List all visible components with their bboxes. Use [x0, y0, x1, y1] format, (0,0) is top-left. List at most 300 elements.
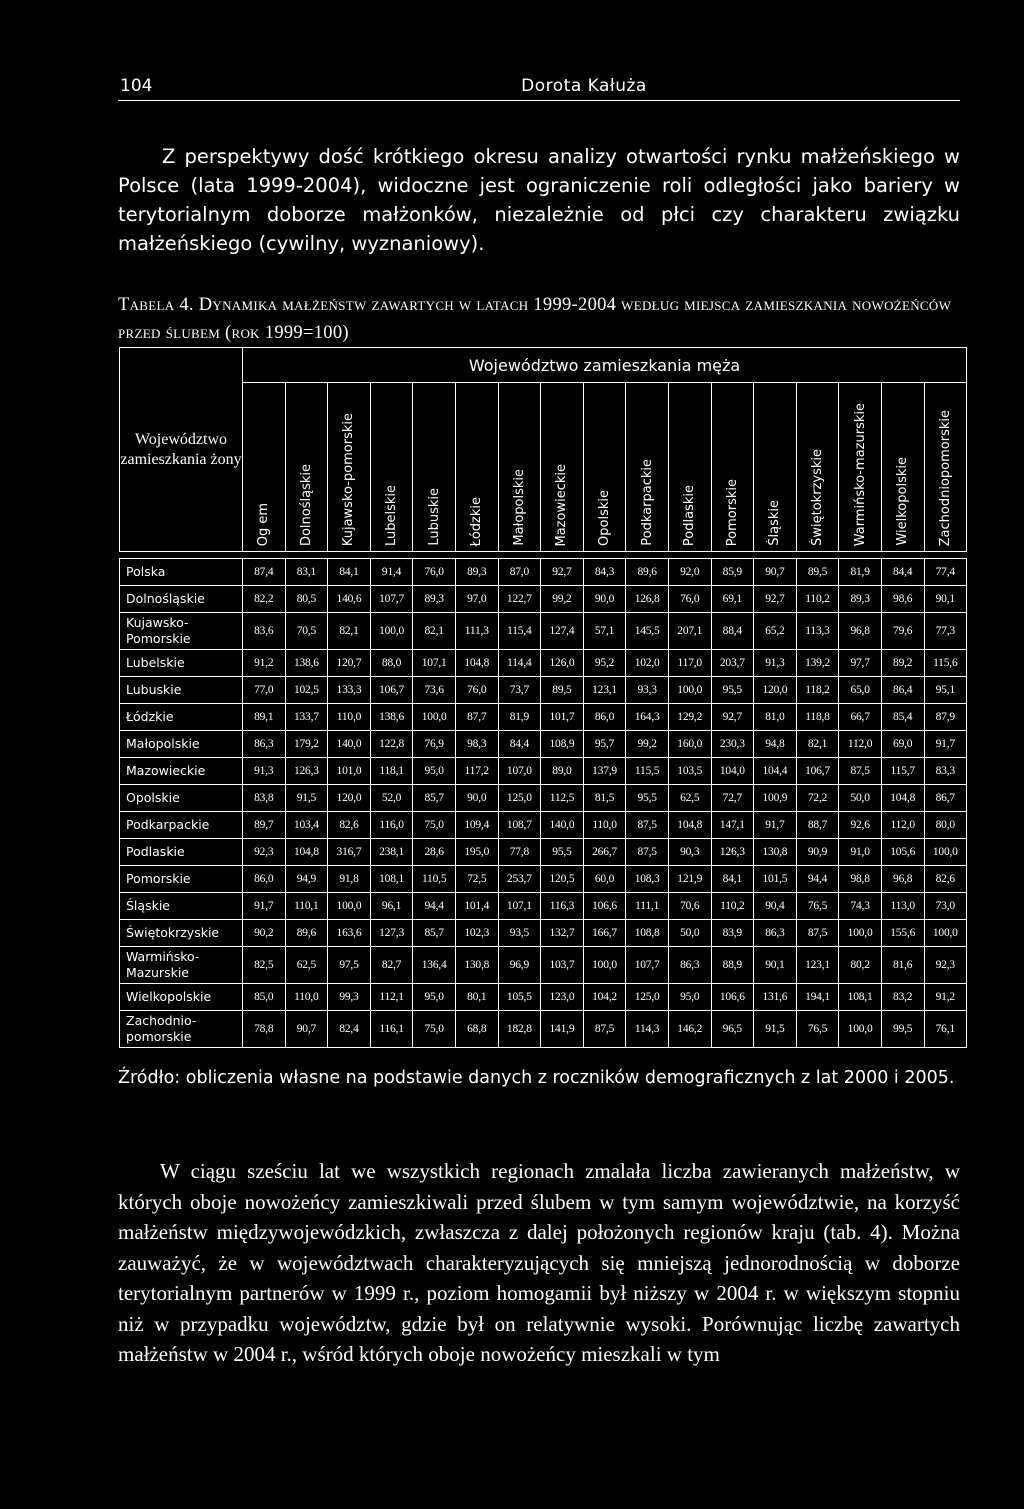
table-cell: 100,0 [328, 893, 371, 920]
table-cell: 115,7 [881, 758, 924, 785]
table-cell: 90,0 [455, 785, 498, 812]
table-cell: 108,3 [626, 866, 669, 893]
table-cell: 107,1 [413, 650, 456, 677]
table-cell: 87,5 [839, 758, 882, 785]
table-cell: 113,3 [796, 613, 839, 650]
row-label: Kujawsko-Pomorskie [120, 613, 243, 650]
table-cell: 81,0 [754, 704, 797, 731]
table-cell: 91,3 [243, 758, 286, 785]
table-cell: 90,3 [668, 839, 711, 866]
table-cell: 89,3 [413, 586, 456, 613]
table-cell: 89,6 [285, 920, 328, 947]
table-cell: 90,1 [754, 947, 797, 984]
table-cell: 160,0 [668, 731, 711, 758]
table-cell: 100,0 [583, 947, 626, 984]
table-cell: 98,6 [881, 586, 924, 613]
table-cell: 52,0 [370, 785, 413, 812]
table-cell: 112,1 [370, 984, 413, 1011]
table-cell: 123,1 [583, 677, 626, 704]
body-paragraph: W ciągu sześciu lat we wszystkich regionach zmalała liczba zawieranych małżeństw, w których oboje nowożeńcy zamieszkiwali przed ślubem w tym samym województwie, na korzyść małżeństw międzywojewódzkich, zwłaszcza z dalej położonych regionów kraju (tab. 4). Można zauważyć, że w województwach charakteryzujących się mniejszą jednorodnością w doborze terytorialnym partnerów w 1999 r., poziom homogamii był niższy w 2004 r. w większym stopniu niż w przypadku województw, gdzie był on relatywnie wysoki. Porównując liczbę zawartych małżeństw w 2004 r., wśród których oboje nowożeńcy mieszkali w tym [118, 1159, 960, 1366]
table-cell: 88,9 [711, 947, 754, 984]
table-cell: 94,4 [796, 866, 839, 893]
table-cell: 82,2 [243, 586, 286, 613]
table-cell: 92,0 [668, 559, 711, 586]
table-cell: 80,0 [924, 812, 967, 839]
table-cell: 102,0 [626, 650, 669, 677]
table-cell: 62,5 [668, 785, 711, 812]
column-header-label: Podlaskie [682, 484, 698, 546]
row-label: Pomorskie [120, 866, 243, 893]
table-row [120, 812, 967, 839]
table-cell: 80,2 [839, 947, 882, 984]
table-cell: 108,8 [626, 920, 669, 947]
table-cell: 92,6 [839, 812, 882, 839]
table-cell: 87,5 [583, 1011, 626, 1048]
table-row [120, 866, 967, 893]
table-cell: 68,8 [455, 1011, 498, 1048]
column-header [668, 383, 711, 552]
column-header [796, 383, 839, 552]
table-cell: 65,0 [839, 677, 882, 704]
table-cell: 110,2 [796, 586, 839, 613]
table-cell: 114,3 [626, 1011, 669, 1048]
column-header [370, 383, 413, 552]
table-cell: 132,7 [541, 920, 584, 947]
table-cell: 141,9 [541, 1011, 584, 1048]
table-cell: 100,0 [924, 920, 967, 947]
table-cell: 83,9 [711, 920, 754, 947]
table-cell: 96,1 [370, 893, 413, 920]
table-cell: 127,4 [541, 613, 584, 650]
row-label: Mazowieckie [120, 758, 243, 785]
table-cell: 77,3 [924, 613, 967, 650]
table-cell: 266,7 [583, 839, 626, 866]
table-cell: 104,8 [881, 785, 924, 812]
table-cell: 91,7 [243, 893, 286, 920]
table-cell: 103,7 [541, 947, 584, 984]
table-cell: 77,4 [924, 559, 967, 586]
table-cell: 112,0 [881, 812, 924, 839]
table-cell: 84,4 [881, 559, 924, 586]
table-cell: 95,0 [413, 758, 456, 785]
table-cell: 145,5 [626, 613, 669, 650]
table-cell: 97,7 [839, 650, 882, 677]
table-cell: 107,0 [498, 758, 541, 785]
table-cell: 76,5 [796, 1011, 839, 1048]
table-cell: 83,8 [243, 785, 286, 812]
column-header-label: Warmińsko-mazurskie [852, 402, 868, 546]
table-cell: 98,3 [455, 731, 498, 758]
table-row [120, 893, 967, 920]
table-cell: 91,2 [924, 984, 967, 1011]
table-cell: 84,1 [328, 559, 371, 586]
table-cell: 116,3 [541, 893, 584, 920]
table-cell: 85,4 [881, 704, 924, 731]
table-cell: 107,7 [626, 947, 669, 984]
row-label: Lubuskie [120, 677, 243, 704]
table-cell: 138,6 [370, 704, 413, 731]
table-cell: 83,3 [924, 758, 967, 785]
corner-label: Województwo zamieszkania żony [120, 348, 243, 552]
table-row [120, 613, 967, 650]
table-cell: 108,7 [498, 812, 541, 839]
row-label: Małopolskie [120, 731, 243, 758]
table-cell: 85,7 [413, 785, 456, 812]
table-cell: 101,7 [541, 704, 584, 731]
column-header-label: Opolskie [597, 490, 613, 546]
table-cell: 130,8 [455, 947, 498, 984]
table-cell: 129,2 [668, 704, 711, 731]
table-cell: 127,3 [370, 920, 413, 947]
table-cell: 90,1 [924, 586, 967, 613]
table-cell: 207,1 [668, 613, 711, 650]
table-cell: 77,8 [498, 839, 541, 866]
column-header [243, 383, 286, 552]
table-cell: 75,0 [413, 812, 456, 839]
table-cell: 110,0 [285, 984, 328, 1011]
table-cell: 100,0 [413, 704, 456, 731]
row-label: Lubelskie [120, 650, 243, 677]
table-cell: 101,0 [328, 758, 371, 785]
table-cell: 76,1 [924, 1011, 967, 1048]
table-cell: 95,0 [668, 984, 711, 1011]
row-label: Podlaskie [120, 839, 243, 866]
table-cell: 82,6 [924, 866, 967, 893]
table-cell: 91,7 [754, 812, 797, 839]
table-cell: 146,2 [668, 1011, 711, 1048]
running-head-author: Dorota Kałuża [521, 76, 647, 96]
column-header-label: Kujawsko-pomorskie [341, 412, 357, 546]
table-row [120, 704, 967, 731]
table-cell: 83,6 [243, 613, 286, 650]
table-cell: 87,9 [924, 704, 967, 731]
column-header [839, 383, 882, 552]
table-cell: 95,5 [541, 839, 584, 866]
table-cell: 83,1 [285, 559, 328, 586]
table-row [120, 1011, 967, 1048]
column-header [924, 383, 967, 552]
table-cell: 100,0 [839, 920, 882, 947]
table-cell: 93,3 [626, 677, 669, 704]
table-cell: 99,2 [541, 586, 584, 613]
table-cell: 90,2 [243, 920, 286, 947]
table-cell: 106,6 [583, 893, 626, 920]
table-cell: 60,0 [583, 866, 626, 893]
table-cell: 92,3 [243, 839, 286, 866]
table-cell: 92,7 [711, 704, 754, 731]
row-label: Zachodnio-pomorskie [120, 1011, 243, 1048]
table-cell: 91,4 [370, 559, 413, 586]
table-cell: 89,0 [541, 758, 584, 785]
table-cell: 194,1 [796, 984, 839, 1011]
table-cell: 94,9 [285, 866, 328, 893]
table-cell: 116,1 [370, 1011, 413, 1048]
table-cell: 83,2 [881, 984, 924, 1011]
table-cell: 110,1 [285, 893, 328, 920]
table-cell: 147,1 [711, 812, 754, 839]
table-cell: 89,5 [541, 677, 584, 704]
table-cell: 99,5 [881, 1011, 924, 1048]
table-cell: 130,8 [754, 839, 797, 866]
table-cell: 97,5 [328, 947, 371, 984]
table-cell: 103,5 [668, 758, 711, 785]
column-header [328, 383, 371, 552]
table-cell: 106,6 [711, 984, 754, 1011]
table-cell: 195,0 [455, 839, 498, 866]
table-cell: 91,3 [754, 650, 797, 677]
table-cell: 112,5 [541, 785, 584, 812]
table-cell: 117,2 [455, 758, 498, 785]
column-header [455, 383, 498, 552]
table-cell: 140,6 [328, 586, 371, 613]
table-cell: 85,0 [243, 984, 286, 1011]
table-cell: 155,6 [881, 920, 924, 947]
table-cell: 103,4 [285, 812, 328, 839]
table-cell: 95,7 [583, 731, 626, 758]
table-cell: 91,8 [328, 866, 371, 893]
table-cell: 133,7 [285, 704, 328, 731]
table-cell: 137,9 [583, 758, 626, 785]
table-cell: 123,1 [796, 947, 839, 984]
table-row [120, 839, 967, 866]
table-cell: 107,7 [370, 586, 413, 613]
row-label: Opolskie [120, 785, 243, 812]
row-label: Łódzkie [120, 704, 243, 731]
table-cell: 102,3 [455, 920, 498, 947]
table-row [120, 984, 967, 1011]
table-cell: 80,5 [285, 586, 328, 613]
column-header-label: Lubuskie [426, 488, 442, 546]
row-label: Podkarpackie [120, 812, 243, 839]
table-cell: 75,0 [413, 1011, 456, 1048]
table-cell: 95,0 [413, 984, 456, 1011]
table-cell: 90,0 [583, 586, 626, 613]
table-cell: 84,3 [583, 559, 626, 586]
table-cell: 126,3 [711, 839, 754, 866]
table-cell: 182,8 [498, 1011, 541, 1048]
table-cell: 86,3 [243, 731, 286, 758]
table-cell: 88,0 [370, 650, 413, 677]
table-cell: 104,4 [754, 758, 797, 785]
table-cell: 123,0 [541, 984, 584, 1011]
table-cell: 104,2 [583, 984, 626, 1011]
table-cell: 108,1 [839, 984, 882, 1011]
table-cell: 111,3 [455, 613, 498, 650]
table-cell: 108,9 [541, 731, 584, 758]
table-cell: 86,0 [243, 866, 286, 893]
table-cell: 74,3 [839, 893, 882, 920]
table-cell: 82,5 [243, 947, 286, 984]
table-cell: 164,3 [626, 704, 669, 731]
table-cell: 81,5 [583, 785, 626, 812]
table-cell: 126,0 [541, 650, 584, 677]
page-number: 104 [120, 76, 153, 96]
table-cell: 100,0 [668, 677, 711, 704]
table-cell: 87,5 [626, 839, 669, 866]
row-label: Polska [120, 559, 243, 586]
table-cell: 89,5 [796, 559, 839, 586]
column-header-label: Og em [256, 502, 272, 546]
table-cell: 105,6 [881, 839, 924, 866]
table-cell: 106,7 [796, 758, 839, 785]
table-cell: 82,1 [328, 613, 371, 650]
column-header-label: Świętokrzyskie [810, 449, 826, 546]
table-cell: 66,7 [839, 704, 882, 731]
column-header [711, 383, 754, 552]
table-cell: 76,0 [413, 559, 456, 586]
row-label: Warmińsko-Mazurskie [120, 947, 243, 984]
table-cell: 121,9 [668, 866, 711, 893]
table-cell: 57,1 [583, 613, 626, 650]
table-cell: 99,3 [328, 984, 371, 1011]
table-cell: 98,8 [839, 866, 882, 893]
table-cell: 50,0 [839, 785, 882, 812]
table-cell: 85,7 [413, 920, 456, 947]
table-cell: 104,8 [668, 812, 711, 839]
table-cell: 120,0 [328, 785, 371, 812]
column-header-label: Podkarpackie [639, 459, 655, 546]
table-cell: 82,7 [370, 947, 413, 984]
table-cell: 73,0 [924, 893, 967, 920]
table-cell: 163,6 [328, 920, 371, 947]
table-cell: 84,1 [711, 866, 754, 893]
table-cell: 92,7 [541, 559, 584, 586]
column-header-label: Lubelskie [384, 484, 400, 546]
table-cell: 88,4 [711, 613, 754, 650]
table-cell: 316,7 [328, 839, 371, 866]
table-cell: 104,8 [455, 650, 498, 677]
table-cell: 91,7 [924, 731, 967, 758]
table-cell: 85,9 [711, 559, 754, 586]
table-cell: 62,5 [285, 947, 328, 984]
column-header [626, 383, 669, 552]
table-cell: 100,0 [839, 1011, 882, 1048]
table-cell: 110,0 [328, 704, 371, 731]
table-cell: 95,5 [711, 677, 754, 704]
table-cell: 84,4 [498, 731, 541, 758]
table-cell: 81,9 [839, 559, 882, 586]
table-cell: 96,8 [839, 613, 882, 650]
table-cell: 95,2 [583, 650, 626, 677]
table-cell: 110,5 [413, 866, 456, 893]
table-cell: 100,0 [924, 839, 967, 866]
table-cell: 72,5 [455, 866, 498, 893]
table-cell: 118,2 [796, 677, 839, 704]
table-cell: 89,7 [243, 812, 286, 839]
column-header-label: Dolnośląskie [298, 463, 314, 546]
table-cell: 106,7 [370, 677, 413, 704]
table-cell: 100,0 [370, 613, 413, 650]
table-cell: 138,6 [285, 650, 328, 677]
table-row [120, 758, 967, 785]
table-cell: 115,5 [626, 758, 669, 785]
table-cell: 70,5 [285, 613, 328, 650]
table-cell: 115,4 [498, 613, 541, 650]
table-cell: 104,0 [711, 758, 754, 785]
intro-paragraph: Z perspektywy dość krótkiego okresu analizy otwartości rynku małżeńskiego w Polsce (lata 1999-2004), widoczne jest ograniczenie roli odległości jako bariery w terytorialnym doborze małżonków, niezależnie od płci czy charakteru związku małżeńskiego (cywilny, wyznaniowy). [118, 145, 960, 255]
table-cell: 230,3 [711, 731, 754, 758]
table-cell: 79,6 [881, 613, 924, 650]
table-row [120, 650, 967, 677]
column-header-label: Śląskie [767, 500, 783, 546]
column-header [413, 383, 456, 552]
group-header: Województwo zamieszkania męża [243, 348, 967, 383]
row-label: Świętokrzyskie [120, 920, 243, 947]
table-cell: 238,1 [370, 839, 413, 866]
table-cell: 89,3 [839, 586, 882, 613]
table-cell: 118,8 [796, 704, 839, 731]
table-cell: 105,5 [498, 984, 541, 1011]
column-header-label: Łódzkie [469, 496, 485, 546]
table-cell: 90,9 [796, 839, 839, 866]
column-header [881, 383, 924, 552]
table-cell: 82,6 [328, 812, 371, 839]
table-cell: 92,7 [754, 586, 797, 613]
table-cell: 89,2 [881, 650, 924, 677]
table-cell: 78,8 [243, 1011, 286, 1048]
table-cell: 99,2 [626, 731, 669, 758]
table-cell: 95,5 [626, 785, 669, 812]
table-row [120, 559, 967, 586]
table-row [120, 677, 967, 704]
table-cell: 91,0 [839, 839, 882, 866]
table-cell: 125,0 [626, 984, 669, 1011]
data-table [119, 347, 967, 1048]
table-cell: 203,7 [711, 650, 754, 677]
table-cell: 89,6 [626, 559, 669, 586]
table-cell: 90,7 [754, 559, 797, 586]
table-cell: 87,4 [243, 559, 286, 586]
table-cell: 91,5 [285, 785, 328, 812]
table-cell: 118,1 [370, 758, 413, 785]
table-cell: 97,0 [455, 586, 498, 613]
table-cell: 87,5 [796, 920, 839, 947]
table-cell: 91,5 [754, 1011, 797, 1048]
table-cell: 88,7 [796, 812, 839, 839]
spacer-row [120, 552, 967, 559]
column-header [498, 383, 541, 552]
column-header [285, 383, 328, 552]
table-cell: 90,7 [285, 1011, 328, 1048]
table-cell: 87,5 [626, 812, 669, 839]
table-cell: 140,0 [328, 731, 371, 758]
table-cell: 96,9 [498, 947, 541, 984]
table-cell: 107,1 [498, 893, 541, 920]
table-cell: 65,2 [754, 613, 797, 650]
table-cell: 69,0 [881, 731, 924, 758]
table-cell: 126,8 [626, 586, 669, 613]
table-cell: 73,6 [413, 677, 456, 704]
table-cell: 133,3 [328, 677, 371, 704]
column-header [754, 383, 797, 552]
row-label: Dolnośląskie [120, 586, 243, 613]
table-cell: 76,0 [668, 586, 711, 613]
table-cell: 76,9 [413, 731, 456, 758]
table-cell: 126,3 [285, 758, 328, 785]
table-cell: 86,0 [583, 704, 626, 731]
table-cell: 102,5 [285, 677, 328, 704]
table-cell: 113,0 [881, 893, 924, 920]
table-cell: 122,7 [498, 586, 541, 613]
table-cell: 82,1 [796, 731, 839, 758]
table-row [120, 920, 967, 947]
table-cell: 104,8 [285, 839, 328, 866]
table-cell: 166,7 [583, 920, 626, 947]
table-cell: 80,1 [455, 984, 498, 1011]
table-cell: 115,6 [924, 650, 967, 677]
column-header-label: Wielkopolskie [895, 457, 911, 546]
table-cell: 81,9 [498, 704, 541, 731]
